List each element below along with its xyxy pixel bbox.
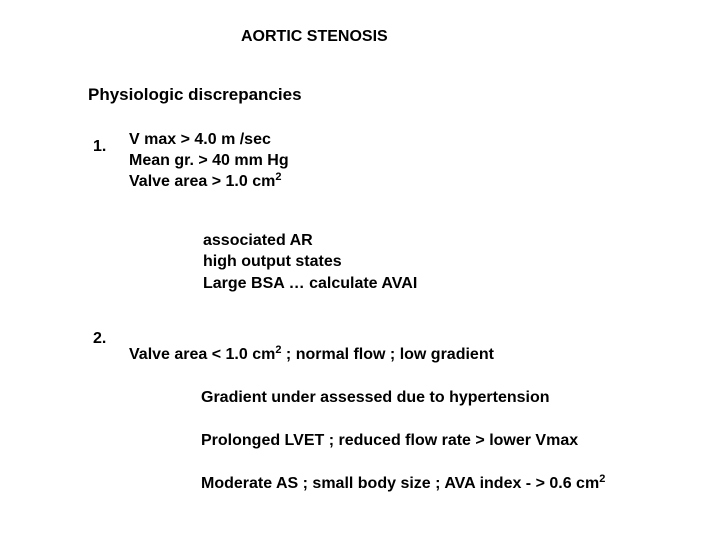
point-moderate-as: Moderate AS ; small body size ; AVA index - > 0.6 $cm^2$ xyxy=(201,473,606,492)
section-1-number: 1. xyxy=(93,138,107,155)
superscript: 2 xyxy=(275,171,282,183)
cause-high-output: high output states xyxy=(203,253,342,270)
cause-associated-ar: associated AR xyxy=(203,232,313,249)
point-prolonged-lvet: Prolonged LVET ; reduced flow rate > lower Vmax xyxy=(201,432,579,449)
mean-gradient-criterion: Mean gr. > 40 mm Hg xyxy=(129,152,289,169)
low-gradient-statement: Valve area < 1.0 $cm^2$ ; normal flow ; low gradient xyxy=(129,344,494,363)
point-hypertension: Gradient under assessed due to hypertension xyxy=(201,389,550,406)
superscript: 2 xyxy=(275,344,282,356)
superscript: 2 xyxy=(599,473,606,485)
vmax-criterion: V max > 4.0 m /sec xyxy=(129,131,271,148)
cause-large-bsa: Large BSA … calculate AVAI xyxy=(203,275,418,292)
subtitle: Physiologic discrepancies xyxy=(88,85,302,104)
section-2-number: 2. xyxy=(93,330,107,347)
slide-title: AORTIC STENOSIS xyxy=(241,28,388,45)
valve-area-criterion: Valve area > 1.0 $cm^2$ xyxy=(129,171,282,190)
